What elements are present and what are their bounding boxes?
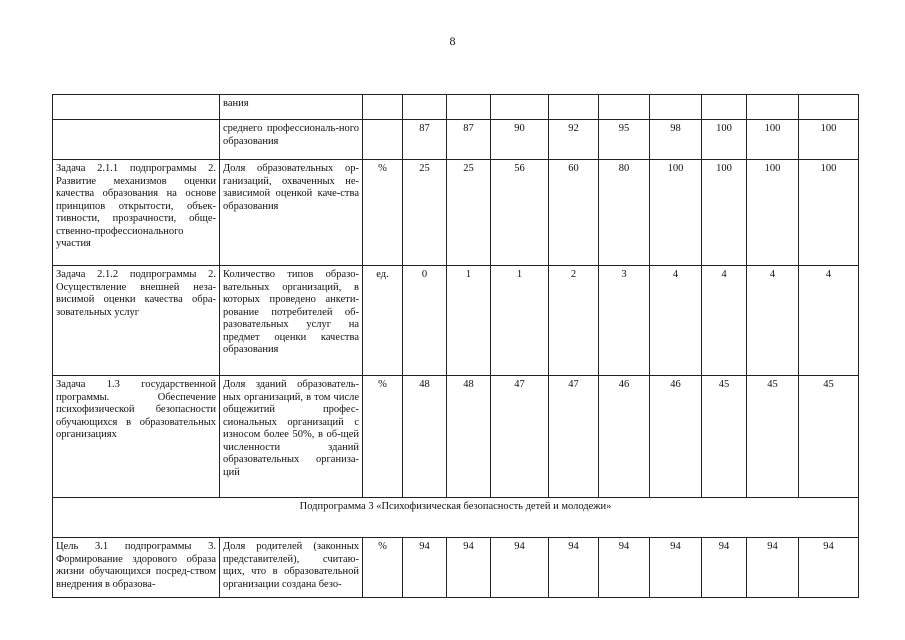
indicator-cell: вания: [220, 95, 363, 120]
value-cell: 46: [599, 376, 650, 498]
value-cell: 94: [447, 538, 491, 598]
value-cell: 100: [702, 160, 747, 266]
value-cell: 60: [549, 160, 599, 266]
indicator-cell: Доля образовательных ор-ганизаций, охваченных не-зависимой оценкой каче-ства образования: [220, 160, 363, 266]
value-cell: 45: [702, 376, 747, 498]
value-cell: 47: [549, 376, 599, 498]
task-cell: [53, 95, 220, 120]
subprogram-header: Подпрограмма 3 «Психофизическая безопасность детей и молодежи»: [53, 498, 859, 538]
value-cell: 94: [650, 538, 702, 598]
value-cell: 100: [747, 160, 799, 266]
value-cell: 100: [747, 120, 799, 160]
value-cell: [549, 95, 599, 120]
value-cell: [403, 95, 447, 120]
value-cell: [599, 95, 650, 120]
value-cell: 25: [403, 160, 447, 266]
value-cell: 95: [599, 120, 650, 160]
value-cell: 94: [702, 538, 747, 598]
value-cell: 25: [447, 160, 491, 266]
table-row: [53, 376, 859, 498]
value-cell: 46: [650, 376, 702, 498]
page-number: 8: [449, 34, 456, 48]
value-cell: 1: [447, 266, 491, 376]
value-cell: 94: [799, 538, 859, 598]
value-cell: 94: [403, 538, 447, 598]
value-cell: 100: [799, 120, 859, 160]
table-row: [53, 120, 859, 160]
value-cell: [799, 95, 859, 120]
indicators-table: [52, 94, 859, 598]
unit-cell: %: [363, 376, 403, 498]
value-cell: [702, 95, 747, 120]
value-cell: 47: [491, 376, 549, 498]
value-cell: 94: [747, 538, 799, 598]
value-cell: 4: [747, 266, 799, 376]
value-cell: 90: [491, 120, 549, 160]
unit-cell: [363, 120, 403, 160]
task-cell: Задача 1.3 государственной программы. Обеспечение психофизической безопасности обучающихся в образовательных организациях: [53, 376, 220, 498]
value-cell: 80: [599, 160, 650, 266]
value-cell: 4: [702, 266, 747, 376]
value-cell: 4: [650, 266, 702, 376]
unit-cell: %: [363, 160, 403, 266]
value-cell: 1: [491, 266, 549, 376]
value-cell: 87: [403, 120, 447, 160]
table-row: [53, 160, 859, 266]
value-cell: 4: [799, 266, 859, 376]
value-cell: [447, 95, 491, 120]
value-cell: 45: [747, 376, 799, 498]
table-row: [53, 538, 859, 598]
value-cell: 0: [403, 266, 447, 376]
value-cell: 94: [491, 538, 549, 598]
value-cell: 100: [799, 160, 859, 266]
value-cell: [491, 95, 549, 120]
unit-cell: [363, 95, 403, 120]
indicator-cell: Доля зданий образователь-ных организаций, в том числе общежитий профес-сиональных организаций с износом более 50%, в об-щей численности зданий образовательных организа-ций: [220, 376, 363, 498]
indicator-cell: среднего профессиональ-ного образования: [220, 120, 363, 160]
unit-cell: ед.: [363, 266, 403, 376]
task-cell: Цель 3.1 подпрограммы 3. Формирование здорового образа жизни обучающихся посред-ством внедрения в образова-: [53, 538, 220, 598]
indicator-cell: Количество типов образо-вательных организаций, в которых проведено анкети-рование потребителей об-разовательных услуг на предмет оценки качества образования: [220, 266, 363, 376]
task-cell: Задача 2.1.2 подпрограммы 2. Осуществление внешней неза-висимой оценки качества обра-зовательных услуг: [53, 266, 220, 376]
value-cell: [650, 95, 702, 120]
value-cell: [747, 95, 799, 120]
table-row: [53, 266, 859, 376]
value-cell: 2: [549, 266, 599, 376]
unit-cell: %: [363, 538, 403, 598]
value-cell: 92: [549, 120, 599, 160]
subprogram-header-row: [53, 498, 859, 538]
task-cell: Задача 2.1.1 подпрограммы 2. Развитие механизмов оценки качества образования на основе принципов открытости, объек-тивности, прозрачности, обще-ственно-профессионального участия: [53, 160, 220, 266]
value-cell: 100: [650, 160, 702, 266]
value-cell: 3: [599, 266, 650, 376]
value-cell: 94: [599, 538, 650, 598]
value-cell: 56: [491, 160, 549, 266]
table-row: [53, 95, 859, 120]
task-cell: [53, 120, 220, 160]
value-cell: 94: [549, 538, 599, 598]
value-cell: 48: [403, 376, 447, 498]
value-cell: 87: [447, 120, 491, 160]
indicator-cell: Доля родителей (законных представителей), считаю-щих, что в образовательной организации создана безо-: [220, 538, 363, 598]
value-cell: 45: [799, 376, 859, 498]
value-cell: 48: [447, 376, 491, 498]
value-cell: 98: [650, 120, 702, 160]
value-cell: 100: [702, 120, 747, 160]
